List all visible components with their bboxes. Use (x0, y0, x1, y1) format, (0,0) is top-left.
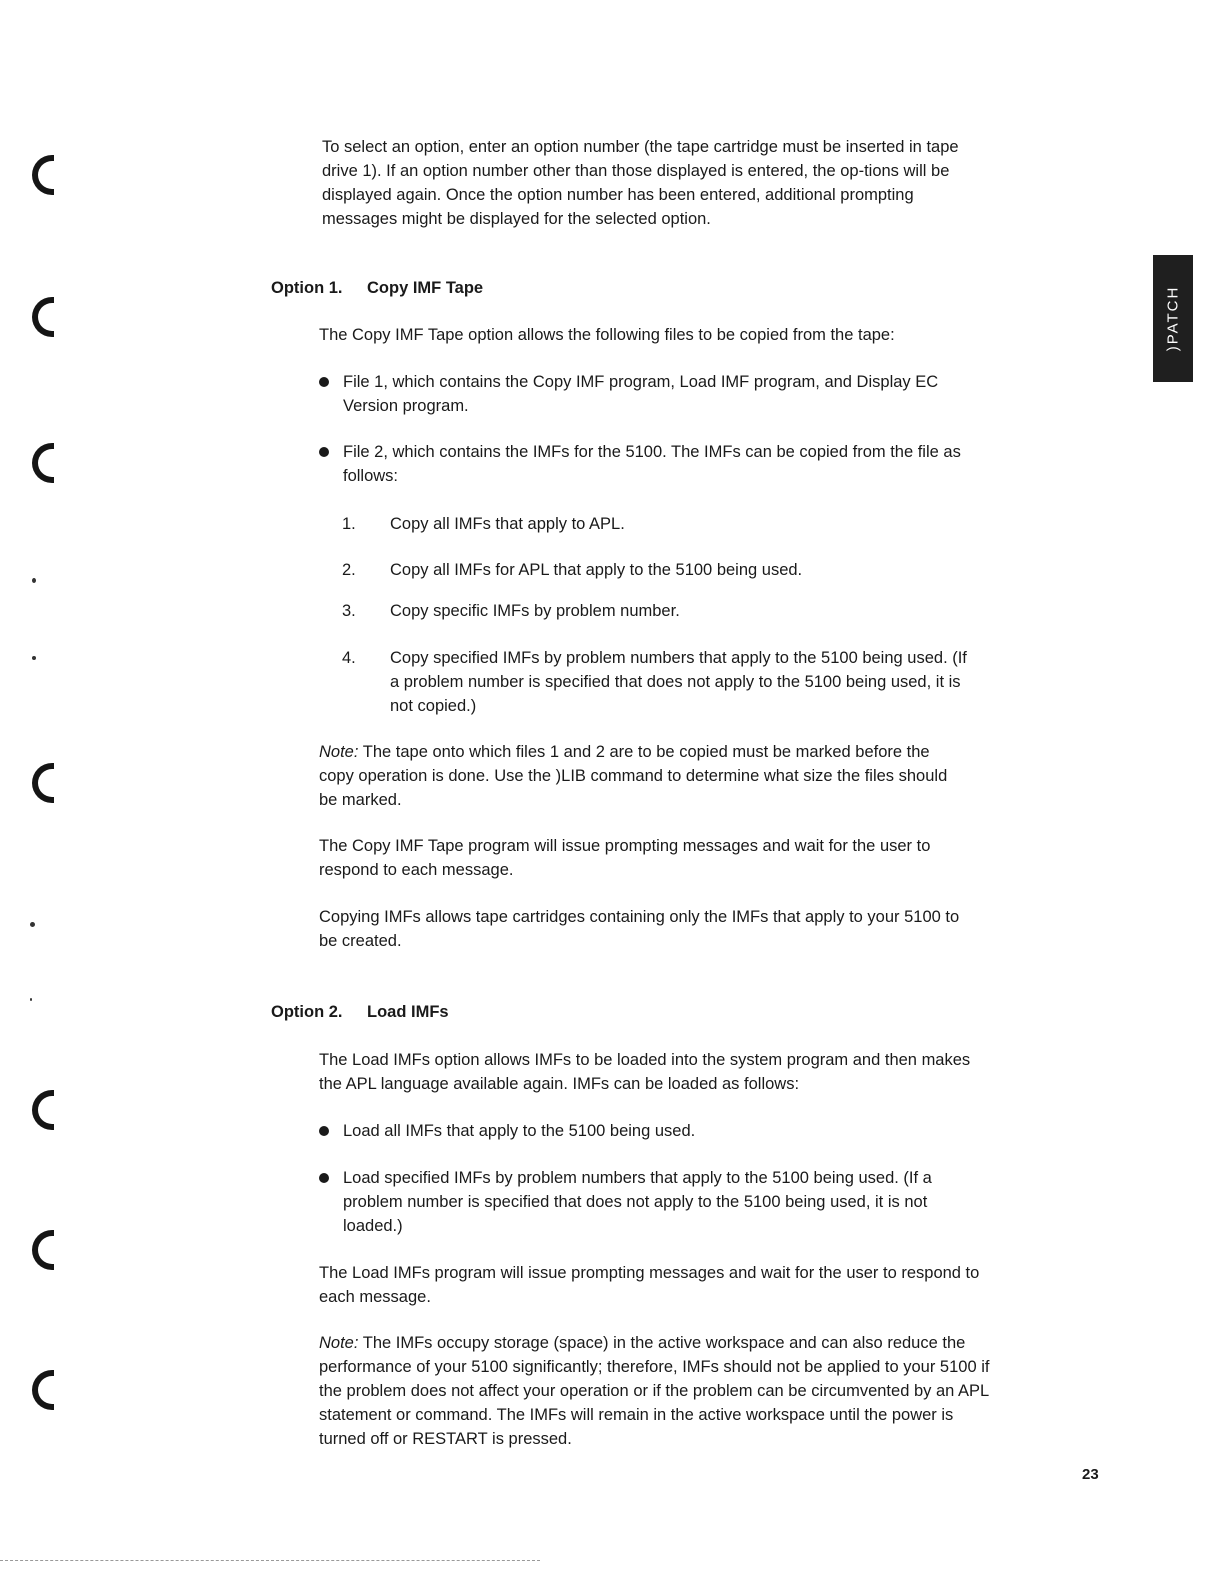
section-tab-label: )PATCH (1164, 285, 1182, 352)
bullet-icon (319, 1173, 329, 1183)
bullet-text: File 2, which contains the IMFs for the 5100. The IMFs can be copied from the file as follows: (343, 443, 961, 485)
section-tab (1153, 255, 1193, 382)
option-2-bullet (319, 1166, 984, 1238)
option-1-heading (271, 276, 483, 300)
numbered-item (342, 599, 982, 623)
intro-paragraph: To select an option, enter an option number (the tape cartridge must be inserted in tape drive 1). If an option number other than those displayed is entered, the op-tions will be displayed again. Once the option number has been entered, additional prompting messages might be displayed for the selected option. (322, 138, 959, 228)
binder-hole-mark (32, 1230, 54, 1270)
scan-artifact-line (0, 1560, 540, 1562)
numbered-item (342, 512, 982, 536)
option-2-bullet (319, 1119, 979, 1143)
item-text: Copy all IMFs for APL that apply to the 5100 being used. (390, 561, 803, 579)
scan-speck (30, 998, 32, 1001)
bullet-text: File 1, which contains the Copy IMF program, Load IMF program, and Display EC Version program. (343, 373, 939, 415)
scan-speck (32, 656, 36, 660)
option-2-note (319, 1331, 999, 1451)
scan-speck (32, 578, 36, 583)
option-1-bullet (319, 370, 979, 418)
bullet-text: Load specified IMFs by problem numbers that apply to the 5100 being used. (If a problem number is specified that does not apply to the 5100 being used, it is not loaded.) (343, 1169, 932, 1235)
scan-speck (30, 922, 35, 927)
numbered-item (342, 646, 972, 718)
option-2-heading (271, 1000, 449, 1024)
bullet-text: Load all IMFs that apply to the 5100 being used. (343, 1122, 696, 1140)
option-2-intro: The Load IMFs option allows IMFs to be loaded into the system program and then makes the APL language available again. IMFs can be loaded as follows: (319, 1051, 971, 1093)
option-1-paragraph: Copying IMFs allows tape cartridges containing only the IMFs that apply to your 5100 to be created. (319, 908, 960, 950)
item-text: Copy specified IMFs by problem numbers that apply to the 5100 being used. (If a problem number is specified that does not apply to the 5100 being used, it is not copied.) (390, 649, 967, 715)
item-text: Copy specific IMFs by problem number. (390, 602, 680, 620)
page-number: 23 (1082, 1466, 1099, 1483)
option-1-note (319, 740, 969, 812)
binder-hole-mark (32, 1090, 54, 1130)
bullet-icon (319, 377, 329, 387)
binder-hole-mark (32, 1370, 54, 1410)
item-text: Copy all IMFs that apply to APL. (390, 515, 625, 533)
bullet-icon (319, 447, 329, 457)
binder-hole-mark (32, 443, 54, 483)
binder-hole-mark (32, 763, 54, 803)
bullet-icon (319, 1126, 329, 1136)
option-2-title: Load IMFs (367, 1003, 449, 1021)
option-1-label: Option 1. (271, 279, 343, 297)
note-text: The tape onto which files 1 and 2 are to be copied must be marked before the copy operation is done. Use the )LIB command to determine what size the files should be marked. (319, 743, 948, 809)
binder-hole-mark (32, 297, 54, 337)
option-1-paragraph: The Copy IMF Tape program will issue prompting messages and wait for the user to respond to each message. (319, 837, 931, 879)
item-number: 1. (342, 515, 356, 533)
option-2-label: Option 2. (271, 1003, 343, 1021)
item-number: 2. (342, 561, 356, 579)
note-label: Note: (319, 743, 359, 761)
note-label: Note: (319, 1334, 359, 1352)
item-number: 3. (342, 602, 356, 620)
option-1-intro: The Copy IMF Tape option allows the following files to be copied from the tape: (319, 326, 895, 344)
binder-hole-mark (32, 155, 54, 195)
option-2-paragraph: The Load IMFs program will issue prompting messages and wait for the user to respond to each message. (319, 1264, 980, 1306)
item-number: 4. (342, 649, 356, 667)
note-text: The IMFs occupy storage (space) in the active workspace and can also reduce the performance of your 5100 significantly; therefore, IMFs should not be applied to your 5100 if the problem does not affect your operation or if the problem can be circumvented by an APL statement or command. The IMFs will remain in the active workspace until the power is turned off or RESTART is pressed. (319, 1334, 990, 1448)
numbered-item (342, 558, 982, 582)
option-1-title: Copy IMF Tape (367, 279, 484, 297)
option-1-bullet (319, 440, 989, 488)
